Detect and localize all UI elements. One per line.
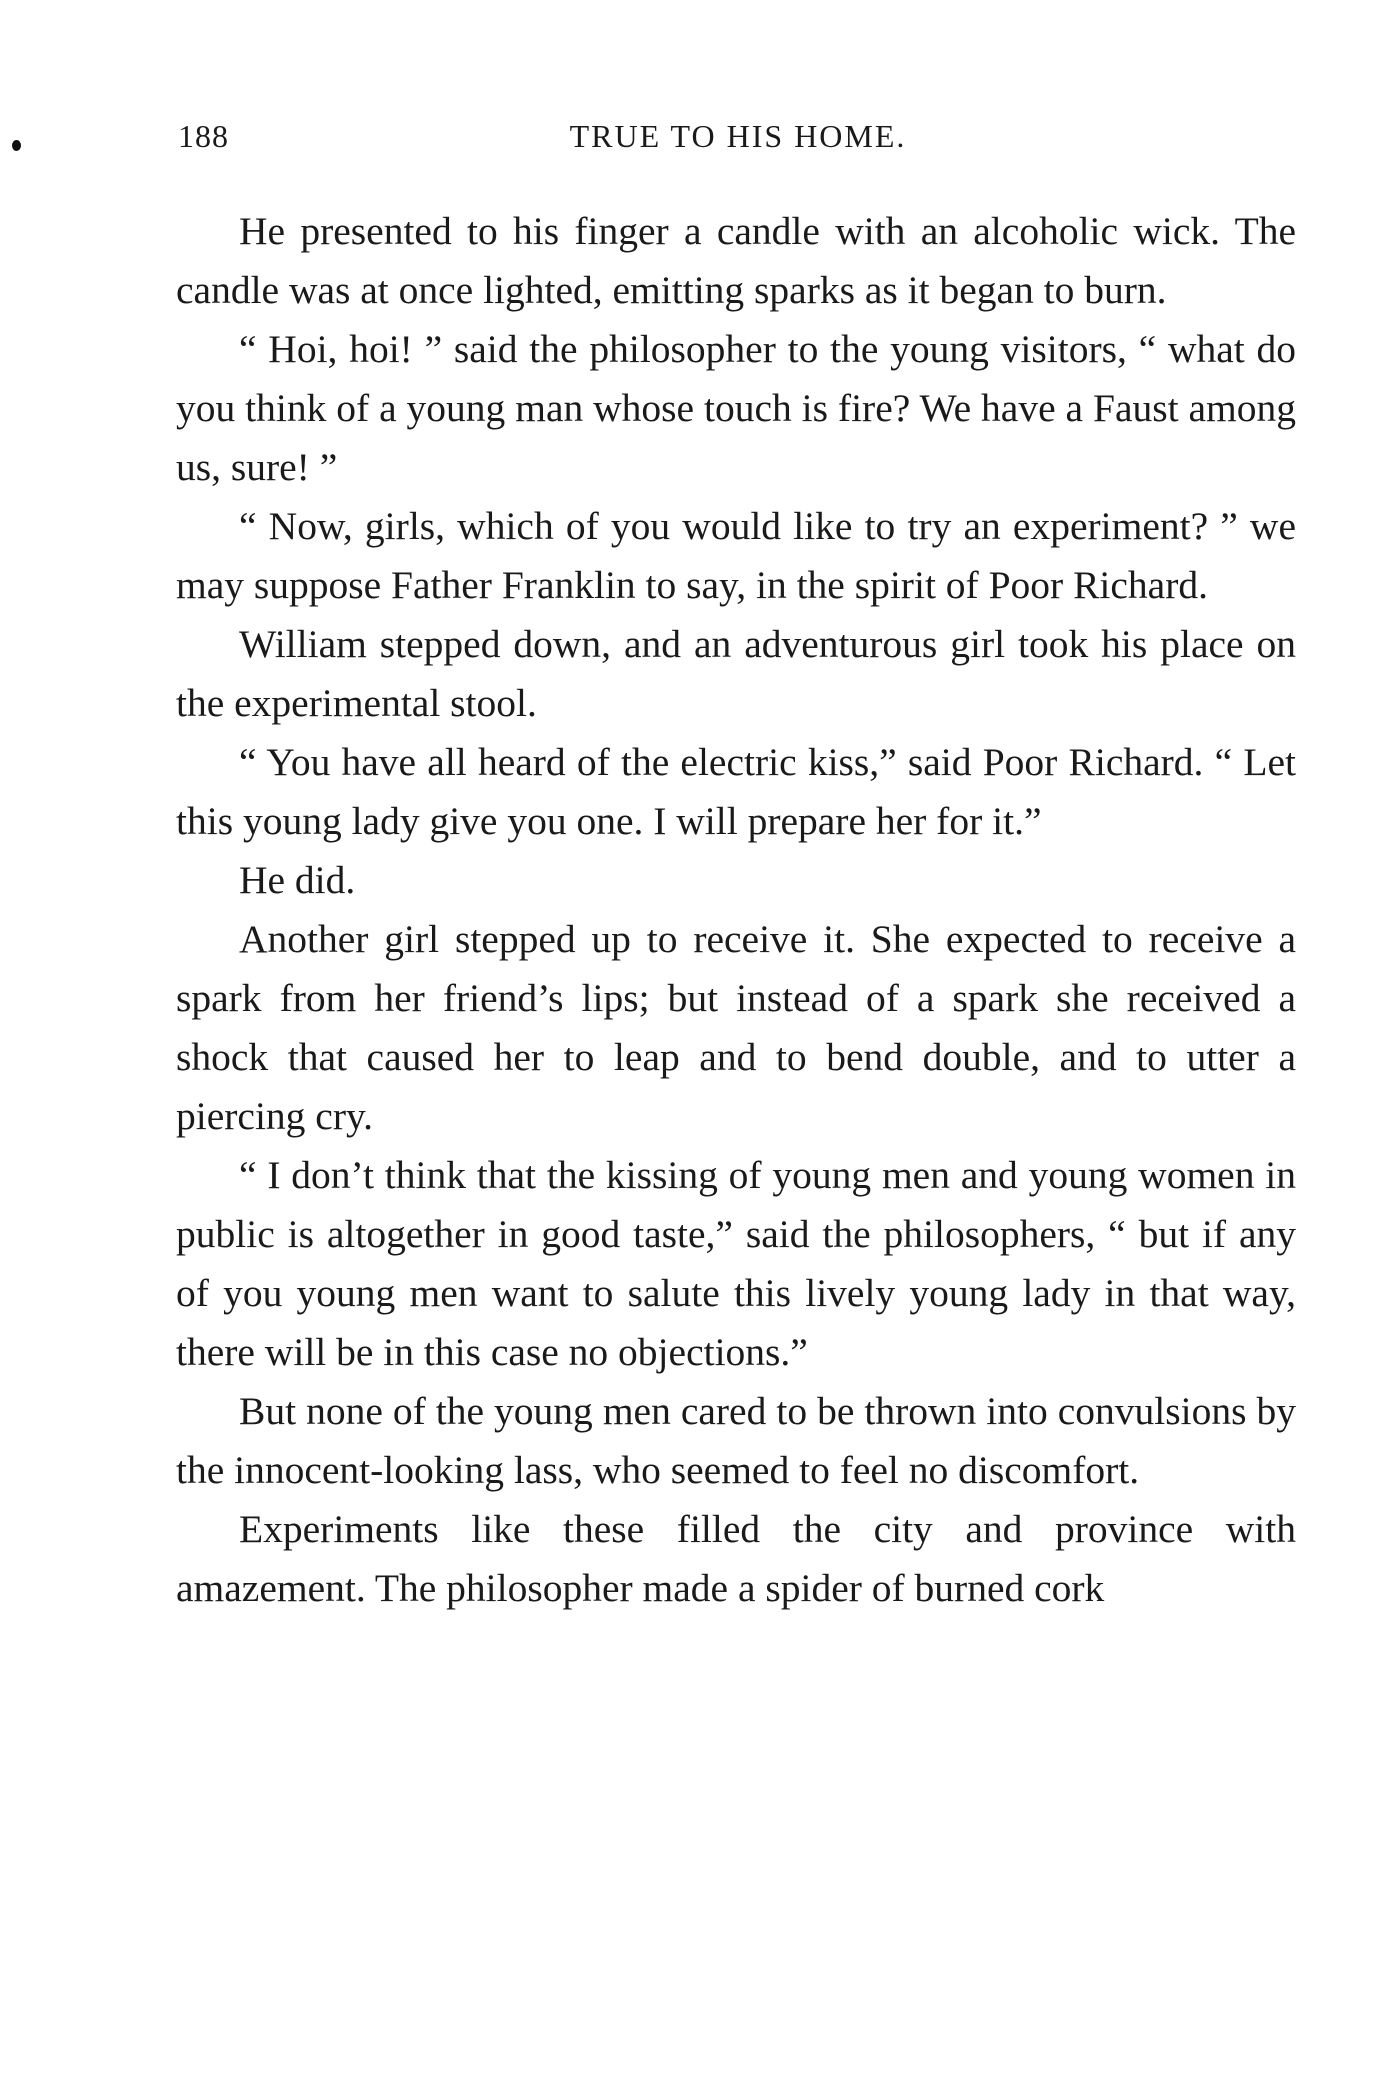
paragraph: “ You have all heard of the electric kiss,” said Poor Richard. “ Let this young lady give you one. I will prepare her for it.” [176, 740, 1296, 843]
page-header [178, 118, 1298, 168]
paragraph: “ Now, girls, which of you would like to try an experiment? ” we may suppose Father Franklin to say, in the spirit of Poor Richard. [176, 504, 1296, 607]
paragraph: Another girl stepped up to receive it. She expected to receive a spark from her friend’s lips; but instead of a spark she received a shock that caused her to leap and to bend double, and to utter a piercing cry. [176, 917, 1296, 1138]
paragraph: “ I don’t think that the kissing of young men and young women in public is altogether in good taste,” said the philosophers, “ but if any of you young men want to salute this lively young lady in that way, there will be in this case no objections.” [176, 1153, 1296, 1374]
page-number: 188 [178, 118, 229, 154]
paragraph: “ Hoi, hoi! ” said the philosopher to the young visitors, “ what do you think of a young man whose touch is fire? We have a Faust among us, sure! ” [176, 327, 1296, 489]
paragraph: He did. [239, 858, 356, 902]
running-title: TRUE TO HIS HOME. [569, 118, 907, 154]
margin-dot [12, 140, 21, 151]
body-text [176, 202, 1296, 1618]
paragraph: But none of the young men cared to be thrown into convulsions by the innocent-looking lass, who seemed to feel no discomfort. [176, 1389, 1296, 1492]
paragraph: Experiments like these filled the city and province with amazement. The philosopher made a spider of burned cork [176, 1507, 1296, 1610]
paragraph: William stepped down, and an adventurous girl took his place on the experimental stool. [176, 622, 1296, 725]
paragraph: He presented to his finger a candle with an alcoholic wick. The candle was at once lighted, emitting sparks as it began to burn. [176, 209, 1296, 312]
